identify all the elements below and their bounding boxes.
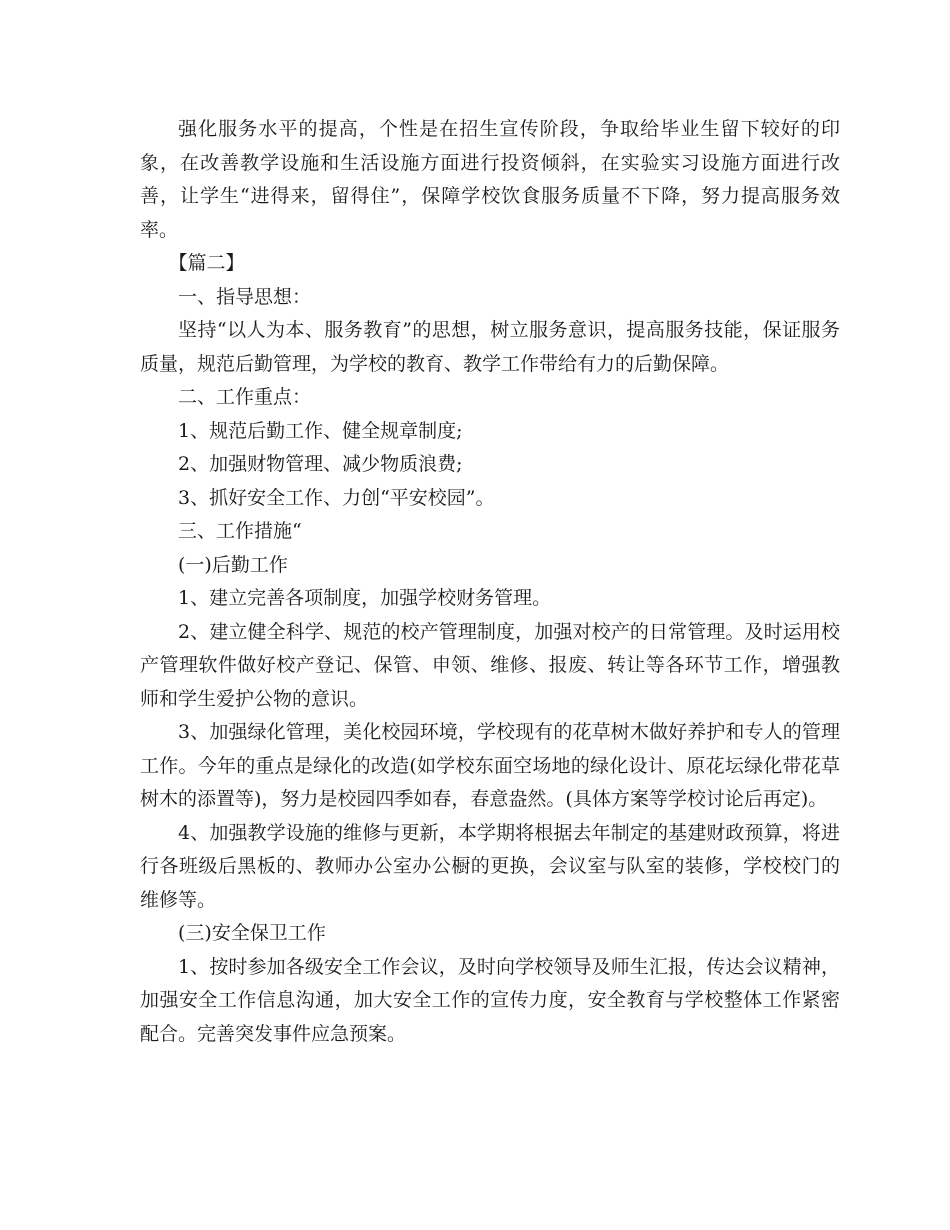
list-item-focus-2: 2、加强财物管理、减少物质浪费; — [178, 453, 463, 475]
paragraph-service-improvement: 强化服务水平的提高，个性是在招生宣传阶段，争取给毕业生留下较好的印象，在改善教学设施和生活设施方面进行投资倾斜，在实验实习设施方面进行改善，让学生“进得来，留得住”，保障学校饮食服务质量不下降，努力提高服务效率。 — [140, 118, 840, 241]
heading-guiding-ideology: 一、指导思想： — [178, 285, 312, 308]
list-item-logistics-2: 2、建立健全科学、规范的校产管理制度，加强对校产的日常管理。及时运用校产管理软件做好校产登记、保管、申领、维修、报废、转让等各环节工作，增强教师和学生爱护公物的意识。 — [140, 620, 840, 710]
list-item-logistics-1: 1、建立完善各项制度，加强学校财务管理。 — [178, 587, 552, 609]
heading-work-measures: 三、工作措施“ — [178, 520, 302, 542]
list-item-focus-1: 1、规范后勤工作、健全规章制度; — [178, 419, 463, 442]
list-item-focus-3: 3、抓好安全工作、力创“平安校园”。 — [178, 486, 495, 509]
subheading-security: (三)安全保卫工作 — [178, 922, 326, 944]
document-body — [140, 113, 840, 1051]
subheading-logistics: (一)后勤工作 — [178, 553, 288, 576]
section-title-part-two: 【篇二】 — [168, 252, 245, 274]
heading-work-focus: 二、工作重点： — [178, 386, 312, 408]
list-item-logistics-3: 3、加强绿化管理，美化校园环境，学校现有的花草树木做好养护和专人的管理工作。今年的重点是绿化的改造(如学校东面空场地的绿化设计、原花坛绿化带花草树木的添置等)，努力是校园四季如春，春意盎然。(具体方案等学校讨论后再定)。 — [140, 721, 840, 810]
list-item-security-1: 1、按时参加各级安全工作会议，及时向学校领导及师生汇报，传达会议精神，加强安全工作信息沟通，加大安全工作的宣传力度，安全教育与学校整体工作紧密配合。完善突发事件应急预案。 — [140, 955, 840, 1045]
paragraph-guiding-ideology: 坚持“以人为本、服务教育”的思想，树立服务意识，提高服务技能，保证服务质量，规范后勤管理，为学校的教育、教学工作带给有力的后勤保障。 — [140, 319, 840, 375]
list-item-logistics-4: 4、加强教学设施的维修与更新，本学期将根据去年制定的基建财政预算，将进行各班级后黑板的、教师办公室办公橱的更换，会议室与队室的装修，学校校门的维修等。 — [140, 821, 840, 911]
